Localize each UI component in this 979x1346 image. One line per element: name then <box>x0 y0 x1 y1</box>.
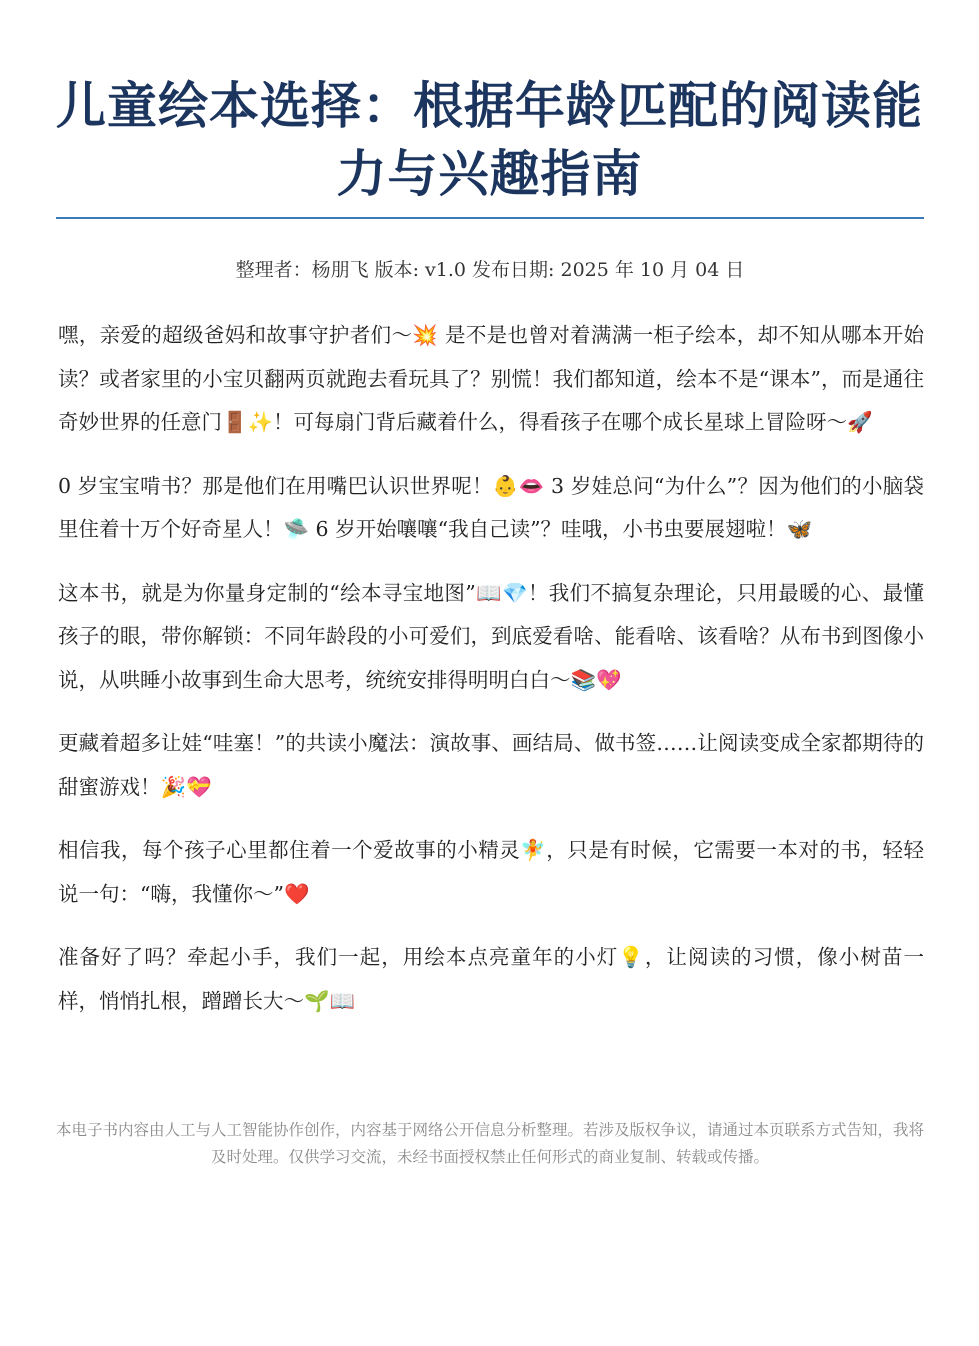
paragraph: 准备好了吗？牵起小手，我们一起，用绘本点亮童年的小灯💡，让阅读的习惯，像小树苗一样，悄悄扎根，蹭蹭长大～🌱📖 <box>58 945 924 1013</box>
paragraph: 更藏着超多让娃“哇塞！”的共读小魔法：演故事、画结局、做书签……让阅读变成全家都期待的甜蜜游戏！🎉💝 <box>58 731 924 799</box>
copyright-footer: 本电子书内容由人工与人工智能协作创作，内容基于网络公开信息分析整理。若涉及版权争议，请通过本页联系方式告知，我将及时处理。仅供学习交流，未经书面授权禁止任何形式的商业复制、转载或传播。 <box>56 1121 925 1166</box>
paragraph: 0 岁宝宝啃书？那是他们在用嘴巴认识世界呢！👶👄 3 岁娃总问“为什么”？因为他们的小脑袋里住着十万个好奇星人！🛸 6 岁开始嚷嚷“我自己读”？哇哦，小书虫要展翅啦！🦋 <box>58 473 924 541</box>
document-meta: 整理者：杨朋飞 版本: v1.0 发布日期: 2025 年 10 月 04 日 <box>235 259 745 281</box>
document-title: 儿童绘本选择：根据年龄匹配的阅读能力与兴趣指南 <box>56 77 923 203</box>
paragraph: 这本书，就是为你量身定制的“绘本寻宝地图”📖💎！我们不搞复杂理论，只用最暖的心、最懂孩子的眼，带你解锁：不同年龄段的小可爱们，到底爱看啥、能看啥、该看啥？从布书到图像小说，从哄睡小故事到生命大思考，统统安排得明明白白～📚💖 <box>58 580 924 692</box>
document-body <box>58 314 924 1043</box>
title-divider <box>56 217 924 219</box>
paragraph: 嘿，亲爱的超级爸妈和故事守护者们～💥 是不是也曾对着满满一柜子绘本，却不知从哪本开始读？或者家里的小宝贝翻两页就跑去看玩具了？别慌！我们都知道，绘本不是“课本”，而是通往奇妙世界的任意门🚪✨！可每扇门背后藏着什么，得看孩子在哪个成长星球上冒险呀～🚀 <box>58 323 924 434</box>
paragraph: 相信我，每个孩子心里都住着一个爱故事的小精灵🧚，只是有时候，它需要一本对的书，轻轻说一句：“嗨，我懂你～”❤️ <box>58 838 924 906</box>
